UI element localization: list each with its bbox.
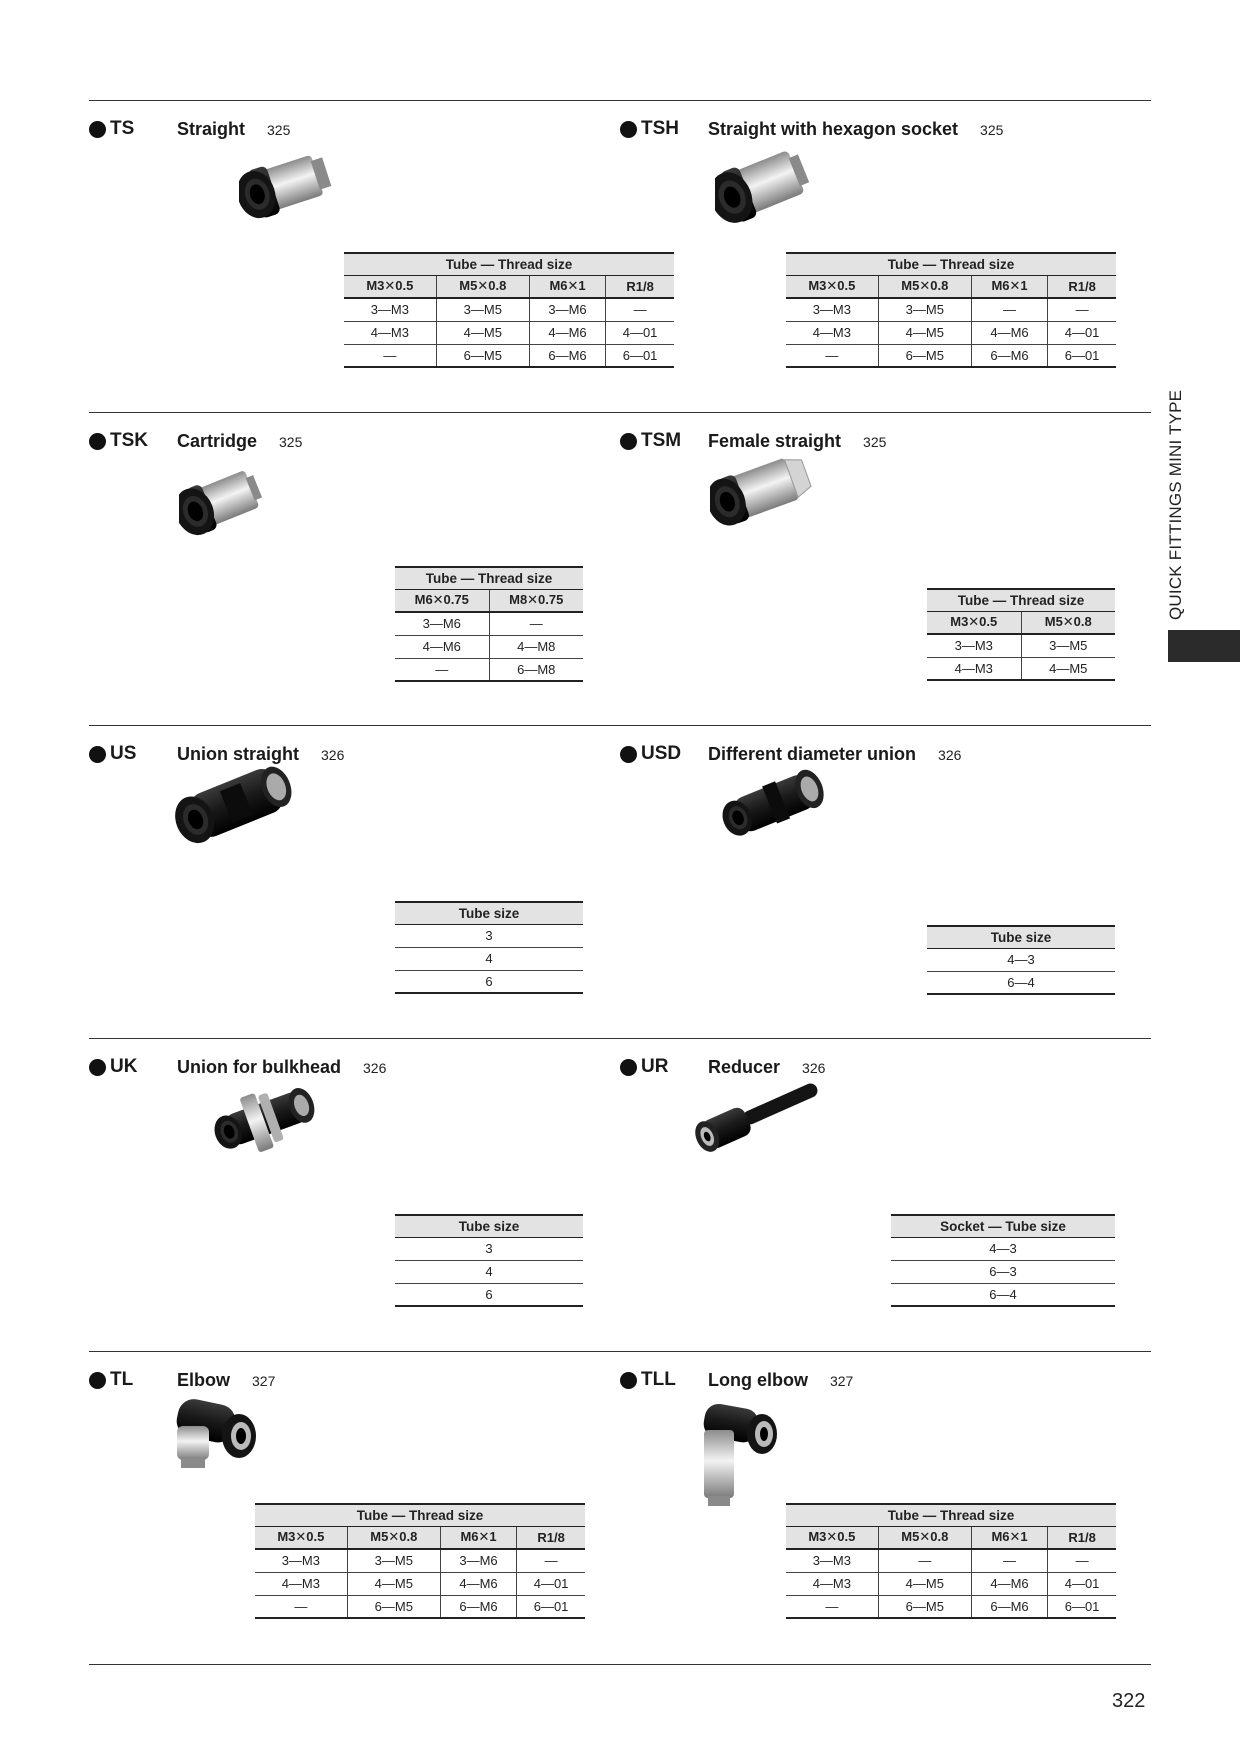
page-reference: 325 <box>279 434 303 450</box>
table-title: Tube — Thread size <box>786 253 1116 275</box>
table-row <box>786 1595 1116 1618</box>
product-code-text: TL <box>110 1369 134 1390</box>
table-row <box>927 971 1115 994</box>
product-name-text: Long elbow <box>708 1370 808 1390</box>
product-code-text: TSH <box>641 118 679 139</box>
table-row <box>891 1260 1115 1283</box>
table-cell: 6—3 <box>891 1260 1115 1283</box>
product-code-text: UR <box>641 1056 669 1077</box>
product-uk <box>89 1038 619 1338</box>
spec-table <box>927 588 1115 681</box>
product-name <box>177 119 290 140</box>
spec-table <box>927 925 1115 995</box>
table-cell: 6—M5 <box>436 344 529 367</box>
table-row <box>395 612 583 635</box>
product-code-text: TSK <box>110 430 148 451</box>
table-cell: 3—M5 <box>1021 634 1115 657</box>
product-name-text: Elbow <box>177 1370 230 1390</box>
spec-table <box>786 1503 1116 1619</box>
table-cell: 6—01 <box>606 344 674 367</box>
table-row <box>786 298 1116 321</box>
product-tsh <box>620 100 1150 400</box>
product-code-text: US <box>110 743 137 764</box>
bullet-dot-icon <box>89 746 106 763</box>
product-name-text: Union straight <box>177 744 299 764</box>
table-row <box>891 1283 1115 1306</box>
table-row <box>395 970 583 993</box>
table-cell: — <box>1048 1549 1116 1572</box>
product-photo <box>715 765 865 865</box>
product-code <box>620 1056 668 1078</box>
column-header: M6✕1 <box>971 275 1047 298</box>
product-name <box>177 1057 386 1078</box>
bullet-dot-icon <box>620 121 637 138</box>
column-header: M5✕0.8 <box>878 1526 971 1549</box>
column-header: M8✕0.75 <box>489 589 583 612</box>
column-header: M3✕0.5 <box>344 275 436 298</box>
column-header: M6✕0.75 <box>395 589 489 612</box>
product-code <box>89 1369 133 1391</box>
table-title: Tube — Thread size <box>395 567 583 589</box>
product-photo <box>690 1396 840 1516</box>
column-header: M5✕0.8 <box>347 1526 440 1549</box>
column-header: R1/8 <box>606 275 674 298</box>
table-cell: 4—M6 <box>971 321 1047 344</box>
product-photo <box>167 1396 317 1496</box>
table-cell: — <box>878 1549 971 1572</box>
table-cell: 6 <box>395 970 583 993</box>
bullet-dot-icon <box>620 1372 637 1389</box>
product-name <box>708 1057 825 1078</box>
table-cell: 3 <box>395 924 583 947</box>
table-cell: 4—3 <box>891 1237 1115 1260</box>
column-header: R1/8 <box>1048 1526 1116 1549</box>
product-code <box>620 743 681 765</box>
bullet-dot-icon <box>89 121 106 138</box>
table-cell: 4—M5 <box>436 321 529 344</box>
table-cell: 4—01 <box>1048 1572 1116 1595</box>
page-reference: 327 <box>829 1373 854 1389</box>
page-reference: 326 <box>938 747 962 763</box>
product-code <box>620 1369 676 1391</box>
table-row <box>255 1549 585 1572</box>
footer-divider <box>89 1664 1151 1665</box>
spec-table <box>891 1214 1115 1307</box>
table-cell: 3—M3 <box>344 298 436 321</box>
product-name-text: Cartridge <box>177 431 258 451</box>
table-cell: 6—01 <box>517 1595 585 1618</box>
table-row <box>927 948 1115 971</box>
table-cell: 6—M5 <box>878 344 971 367</box>
table-cell: 6—M8 <box>489 658 583 681</box>
product-name-text: Straight <box>177 119 246 139</box>
column-header: M5✕0.8 <box>878 275 971 298</box>
table-cell: 4—01 <box>517 1572 585 1595</box>
bullet-dot-icon <box>89 1372 106 1389</box>
column-header: M5✕0.8 <box>1021 611 1115 634</box>
product-name-text: Union for bulkhead <box>177 1057 341 1077</box>
table-cell: 6—4 <box>927 971 1115 994</box>
product-name <box>708 119 1003 140</box>
spec-table <box>395 566 583 682</box>
product-name-text: Reducer <box>708 1057 781 1077</box>
table-row <box>786 321 1116 344</box>
page-reference: 326 <box>802 1060 826 1076</box>
table-cell: 4—M5 <box>1021 657 1115 680</box>
table-cell: 4—3 <box>927 948 1115 971</box>
table-cell: 4—M6 <box>395 635 489 658</box>
table-cell: 3—M6 <box>529 298 605 321</box>
column-header: M3✕0.5 <box>786 275 878 298</box>
table-cell: — <box>395 658 489 681</box>
product-name-text: Straight with hexagon socket <box>708 119 959 139</box>
page-reference: 325 <box>863 434 887 450</box>
table-row <box>927 634 1115 657</box>
bullet-dot-icon <box>620 1059 637 1076</box>
table-row <box>395 947 583 970</box>
table-row <box>255 1595 585 1618</box>
side-tab-label: QUICK FITTINGS MINI TYPE <box>1166 389 1185 620</box>
product-us <box>89 725 619 1025</box>
column-header: M3✕0.5 <box>927 611 1021 634</box>
table-cell: — <box>606 298 674 321</box>
table-cell: 6 <box>395 1283 583 1306</box>
table-cell: 4—M5 <box>878 1572 971 1595</box>
table-cell: 4—M5 <box>878 321 971 344</box>
table-row <box>395 1260 583 1283</box>
product-code <box>89 430 148 452</box>
product-ur <box>620 1038 1150 1338</box>
product-code-text: TSM <box>641 430 682 451</box>
table-row <box>255 1572 585 1595</box>
product-tl <box>89 1351 619 1651</box>
table-cell: — <box>971 1549 1047 1572</box>
product-name <box>177 431 302 452</box>
product-code-text: TLL <box>641 1369 676 1390</box>
table-cell: 6—M5 <box>878 1595 971 1618</box>
table-title: Tube size <box>395 1215 583 1237</box>
table-cell: 4 <box>395 1260 583 1283</box>
table-cell: — <box>786 344 878 367</box>
product-photo <box>239 145 389 245</box>
table-cell: 6—4 <box>891 1283 1115 1306</box>
table-title: Socket — Tube size <box>891 1215 1115 1237</box>
bullet-dot-icon <box>89 433 106 450</box>
product-tsm <box>620 412 1150 712</box>
product-photo <box>715 145 865 245</box>
page-reference: 327 <box>252 1373 276 1389</box>
product-tll <box>620 1351 1150 1651</box>
product-name <box>708 744 961 765</box>
column-header: R1/8 <box>1048 275 1116 298</box>
page-reference: 326 <box>321 747 345 763</box>
table-title: Tube — Thread size <box>344 253 674 275</box>
spec-table <box>395 1214 583 1307</box>
product-name-text: Female straight <box>708 431 842 451</box>
table-cell: 6—M6 <box>529 344 605 367</box>
table-row <box>395 658 583 681</box>
page-reference: 325 <box>980 122 1004 138</box>
product-name <box>177 744 344 765</box>
table-cell: 4 <box>395 947 583 970</box>
table-row <box>395 1283 583 1306</box>
table-title: Tube — Thread size <box>786 1504 1116 1526</box>
table-cell: 4—M6 <box>529 321 605 344</box>
table-title: Tube size <box>395 902 583 924</box>
column-header: M6✕1 <box>529 275 605 298</box>
table-cell: 3—M5 <box>878 298 971 321</box>
table-row <box>395 635 583 658</box>
product-photo <box>174 765 324 865</box>
product-code <box>89 743 136 765</box>
table-title: Tube — Thread size <box>255 1504 585 1526</box>
column-header: R1/8 <box>517 1526 585 1549</box>
product-photo <box>710 452 860 552</box>
product-photo <box>179 462 329 562</box>
bullet-dot-icon <box>89 1059 106 1076</box>
column-header: M6✕1 <box>971 1526 1047 1549</box>
table-cell: — <box>786 1595 878 1618</box>
product-code-text: UK <box>110 1056 138 1077</box>
table-cell: 6—M6 <box>971 1595 1047 1618</box>
table-cell: — <box>255 1595 347 1618</box>
table-cell: 4—M8 <box>489 635 583 658</box>
table-cell: 6—M6 <box>971 344 1047 367</box>
table-cell: 3 <box>395 1237 583 1260</box>
side-tab-marker <box>1168 630 1240 662</box>
table-cell: 4—M3 <box>786 1572 878 1595</box>
table-cell: 6—M5 <box>347 1595 440 1618</box>
table-row <box>395 924 583 947</box>
product-tsk <box>89 412 619 712</box>
table-cell: 4—M3 <box>344 321 436 344</box>
table-row <box>786 1549 1116 1572</box>
table-cell: 3—M3 <box>255 1549 347 1572</box>
table-row <box>395 1237 583 1260</box>
column-header: M6✕1 <box>440 1526 516 1549</box>
page-reference: 326 <box>363 1060 387 1076</box>
table-cell: 4—M3 <box>786 321 878 344</box>
product-code <box>89 118 134 140</box>
spec-table <box>786 252 1116 368</box>
table-cell: 3—M3 <box>927 634 1021 657</box>
product-code <box>89 1056 137 1078</box>
product-code <box>620 430 681 452</box>
column-header: M5✕0.8 <box>436 275 529 298</box>
page-number: 322 <box>1112 1690 1146 1712</box>
table-cell: — <box>1048 298 1116 321</box>
table-cell: 4—M3 <box>927 657 1021 680</box>
table-cell: 3—M3 <box>786 298 878 321</box>
column-header: M3✕0.5 <box>786 1526 878 1549</box>
bullet-dot-icon <box>620 433 637 450</box>
product-ts <box>89 100 658 400</box>
table-cell: — <box>489 612 583 635</box>
table-cell: 4—M5 <box>347 1572 440 1595</box>
table-cell: 3—M6 <box>440 1549 516 1572</box>
table-title: Tube size <box>927 926 1115 948</box>
table-cell: 3—M3 <box>786 1549 878 1572</box>
table-cell: 4—M6 <box>440 1572 516 1595</box>
table-cell: 6—01 <box>1048 1595 1116 1618</box>
table-title: Tube — Thread size <box>927 589 1115 611</box>
page-reference: 325 <box>267 122 291 138</box>
table-cell: 6—01 <box>1048 344 1116 367</box>
table-cell: — <box>517 1549 585 1572</box>
product-name <box>177 1370 275 1391</box>
table-cell: — <box>971 298 1047 321</box>
table-cell: 6—M6 <box>440 1595 516 1618</box>
table-row <box>927 657 1115 680</box>
table-cell: 4—M6 <box>971 1572 1047 1595</box>
column-header: M3✕0.5 <box>255 1526 347 1549</box>
table-row <box>786 1572 1116 1595</box>
table-cell: 3—M5 <box>347 1549 440 1572</box>
spec-table <box>395 901 583 994</box>
table-row <box>786 344 1116 367</box>
product-photo <box>209 1083 359 1183</box>
table-cell: 4—M3 <box>255 1572 347 1595</box>
table-cell: 3—M5 <box>436 298 529 321</box>
table-cell: 4—01 <box>1048 321 1116 344</box>
table-cell: 3—M6 <box>395 612 489 635</box>
product-name <box>708 1370 853 1391</box>
table-cell: — <box>344 344 436 367</box>
product-usd <box>620 725 1150 1025</box>
product-code-text: TS <box>110 118 135 139</box>
product-photo <box>685 1083 835 1183</box>
product-name <box>708 431 886 452</box>
bullet-dot-icon <box>620 746 637 763</box>
product-name-text: Different diameter union <box>708 744 917 764</box>
table-cell: 4—01 <box>606 321 674 344</box>
product-code-text: USD <box>641 743 682 764</box>
table-row <box>891 1237 1115 1260</box>
product-code <box>620 118 679 140</box>
spec-table <box>255 1503 585 1619</box>
